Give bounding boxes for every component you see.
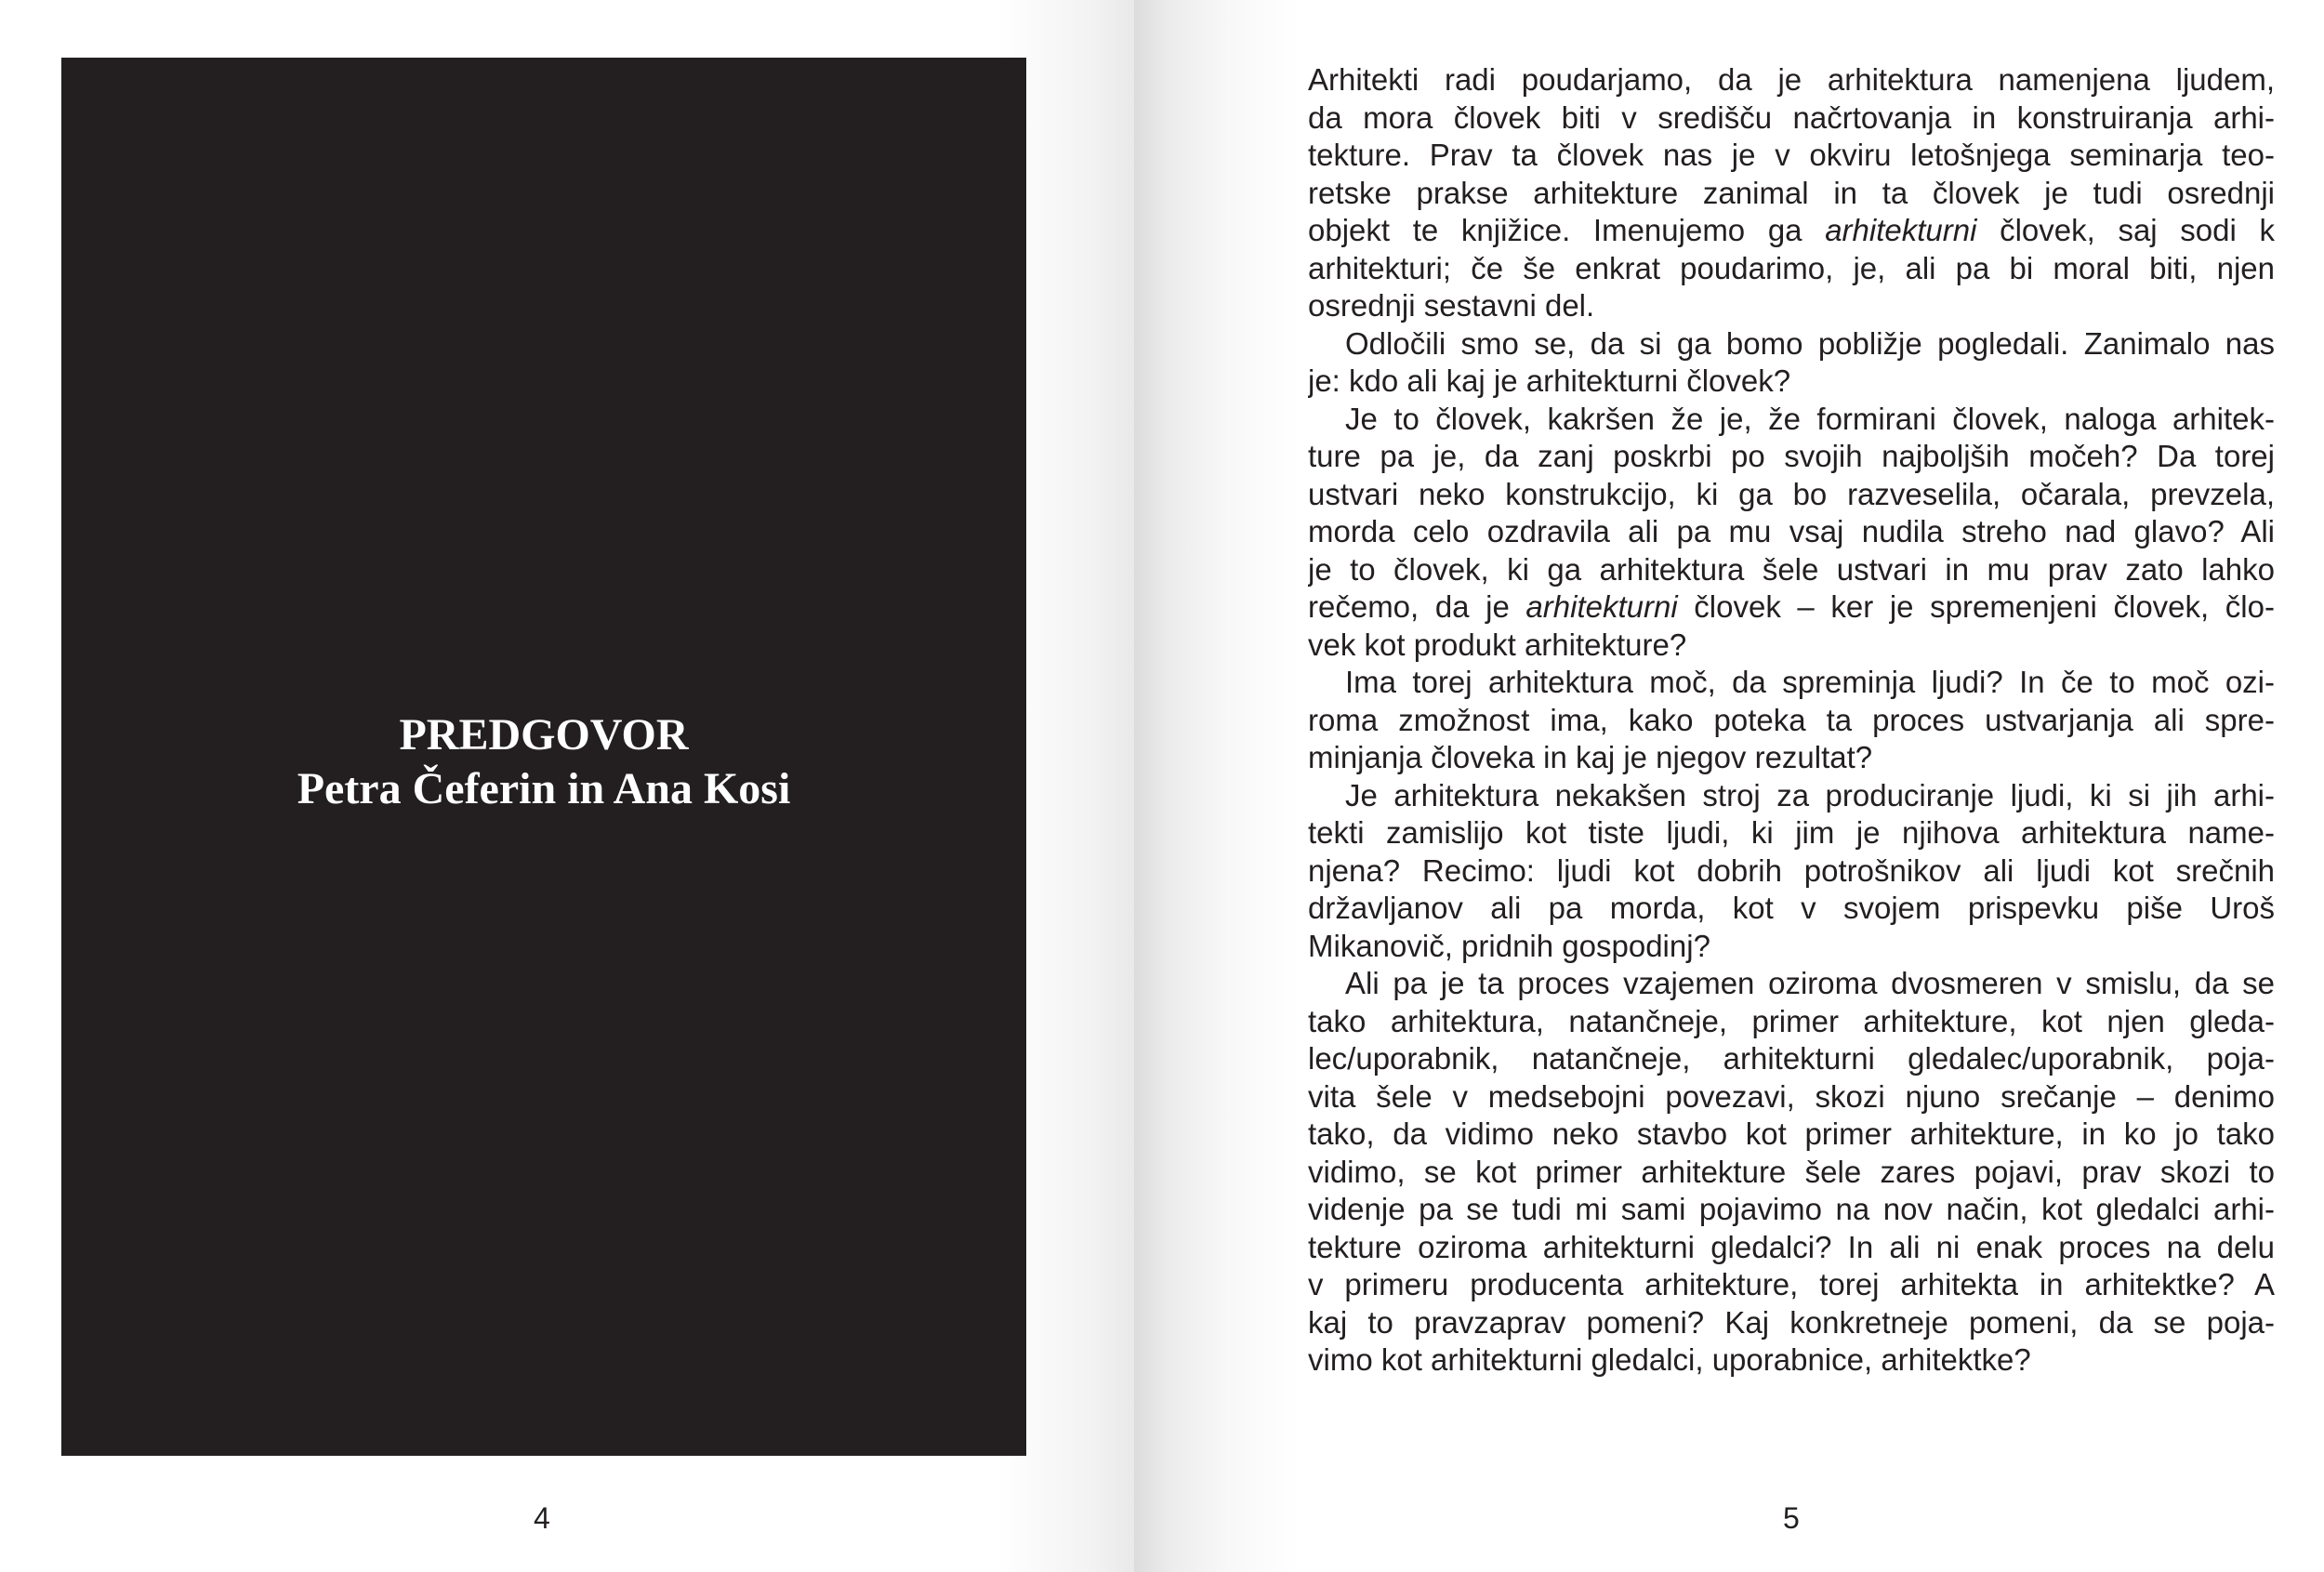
text-segment: je: kdo ali kaj je arhitekturni človek? (1308, 363, 1791, 398)
text-segment: Ali pa je ta proces vzajemen oziroma dvosmeren v smislu, da se (1345, 966, 2275, 1000)
text-segment: je to človek, ki ga arhitektura šele ustvari in mu prav zato lahko (1308, 551, 2275, 587)
left-page (0, 0, 1134, 1572)
text-line (1308, 1154, 2275, 1192)
text-line (1308, 287, 2275, 325)
text-segment: Je arhitektura nekakšen stroj za produciranje ljudi, ki si jih arhi- (1345, 777, 2275, 812)
text-line (1308, 1078, 2275, 1116)
text-segment: morda celo ozdravila ali pa mu vsaj nudila streho nad glavo? Ali (1308, 514, 2275, 548)
text-line (1308, 99, 2275, 138)
title-panel (61, 58, 1026, 1456)
text-segment: človek – ker je spremenjeni človek, člo- (1677, 589, 2275, 624)
text-line (1308, 627, 2275, 665)
text-segment: minjanja človeka in kaj je njegov rezultat? (1308, 740, 1873, 774)
text-segment: državljanov ali pa morda, kot v svojem prispevku piše Uroš (1308, 891, 2275, 925)
text-line (1308, 1304, 2275, 1342)
text-segment: Ima torej arhitektura moč, da spreminja ljudi? In če to moč ozi- (1345, 665, 2275, 699)
text-segment: vimo kot arhitekturni gledalci, uporabnice, arhitektke? (1308, 1342, 2031, 1377)
text-segment: lec/uporabnik, natančneje, arhitekturni gledalec/uporabnik, poja- (1308, 1041, 2275, 1076)
text-segment: vidimo, se kot primer arhitekture šele zares pojavi, prav skozi to (1308, 1154, 2275, 1189)
page-number-right: 5 (1783, 1501, 1800, 1535)
text-segment: vek kot produkt arhitekture? (1308, 627, 1687, 662)
text-line (1308, 1040, 2275, 1078)
text-segment: ustvari neko konstrukcijo, ki ga bo razveselila, očarala, prevzela, (1308, 476, 2275, 511)
body-text (1308, 61, 2275, 1380)
chapter-authors: Petra Čeferin in Ana Kosi (297, 764, 791, 813)
text-segment: arhitekturi; če še enkrat poudarimo, je, ali pa bi moral biti, njen (1308, 250, 2275, 285)
text-line (1308, 739, 2275, 777)
text-line (1308, 551, 2275, 589)
text-segment: tekti zamislijo kot tiste ljudi, ki jim je njihova arhitektura name- (1308, 815, 2275, 850)
text-segment: videnje pa se tudi mi sami pojavimo na nov način, kot gledalci arhi- (1308, 1192, 2275, 1226)
text-line (1308, 890, 2275, 928)
text-segment: tekture oziroma arhitekturni gledalci? In ali ni enak proces na delu (1308, 1229, 2275, 1264)
text-segment: osrednji sestavni del. (1308, 288, 1595, 323)
text-segment: Je to človek, kakršen že je, že formirani človek, naloga arhitek- (1345, 401, 2275, 436)
text-segment: roma zmožnost ima, kako poteka ta proces ustvarjanja ali spre- (1308, 702, 2275, 737)
text-line (1308, 588, 2275, 627)
text-line (1308, 1341, 2275, 1380)
text-segment: rečemo, da je (1308, 589, 1526, 624)
text-segment: objekt te knjižice. Imenujemo ga (1308, 213, 1826, 247)
text-line (1308, 363, 2275, 401)
text-line (1308, 212, 2275, 250)
text-line (1308, 1191, 2275, 1229)
text-line (1308, 401, 2275, 439)
text-line (1308, 513, 2275, 551)
text-segment: tako, da vidimo neko stavbo kot primer arhitekture, in ko jo tako (1308, 1116, 2275, 1151)
text-segment: v primeru producenta arhitekture, torej arhitekta in arhitektke? A (1308, 1267, 2275, 1301)
text-segment: tekture. Prav ta človek nas je v okviru letošnjega seminarja teo- (1308, 138, 2275, 172)
text-line (1308, 325, 2275, 363)
text-line (1308, 1229, 2275, 1267)
italic-term: arhitekturni (1525, 589, 1678, 624)
text-segment: da mora človek biti v središču načrtovanja in konstruiranja arhi- (1308, 99, 2275, 135)
text-line (1308, 1116, 2275, 1154)
text-segment: kaj to pravzaprav pomeni? Kaj konkretneje pomeni, da se poja- (1308, 1304, 2275, 1340)
text-line (1308, 928, 2275, 966)
page-number-left: 4 (534, 1501, 550, 1535)
text-line (1308, 438, 2275, 476)
text-segment: vita šele v medsebojni povezavi, skozi njuno srečanje – denimo (1308, 1078, 2275, 1114)
text-line (1308, 1266, 2275, 1304)
text-line (1308, 664, 2275, 702)
text-line (1308, 175, 2275, 213)
right-page (1134, 0, 2324, 1572)
chapter-title: PREDGOVOR (399, 710, 689, 760)
text-line (1308, 965, 2275, 1003)
text-line (1308, 1003, 2275, 1041)
text-line (1308, 476, 2275, 514)
text-line (1308, 61, 2275, 99)
italic-term: arhitekturni (1825, 213, 1977, 247)
text-segment: ture pa je, da zanj poskrbi po svojih najboljših močeh? Da torej (1308, 439, 2275, 473)
text-segment: Odločili smo se, da si ga bomo pobližje pogledali. Zanimalo nas (1345, 325, 2275, 361)
text-line (1308, 814, 2275, 852)
text-segment: Arhitekti radi poudarjamo, da je arhitektura namenjena ljudem, (1308, 62, 2275, 97)
text-segment: Mikanovič, pridnih gospodinj? (1308, 928, 1710, 963)
title-block (61, 708, 1026, 816)
text-line (1308, 250, 2275, 288)
text-segment: človek, saj sodi k (1976, 213, 2275, 247)
text-line (1308, 137, 2275, 175)
text-line (1308, 702, 2275, 740)
text-line (1308, 777, 2275, 815)
text-segment: tako arhitektura, natančneje, primer arhitekture, kot njen gleda- (1308, 1003, 2275, 1038)
text-segment: retske prakse arhitekture zanimal in ta človek je tudi osrednji (1308, 175, 2275, 210)
text-segment: njena? Recimo: ljudi kot dobrih potrošnikov ali ljudi kot srečnih (1308, 852, 2275, 888)
text-line (1308, 852, 2275, 891)
